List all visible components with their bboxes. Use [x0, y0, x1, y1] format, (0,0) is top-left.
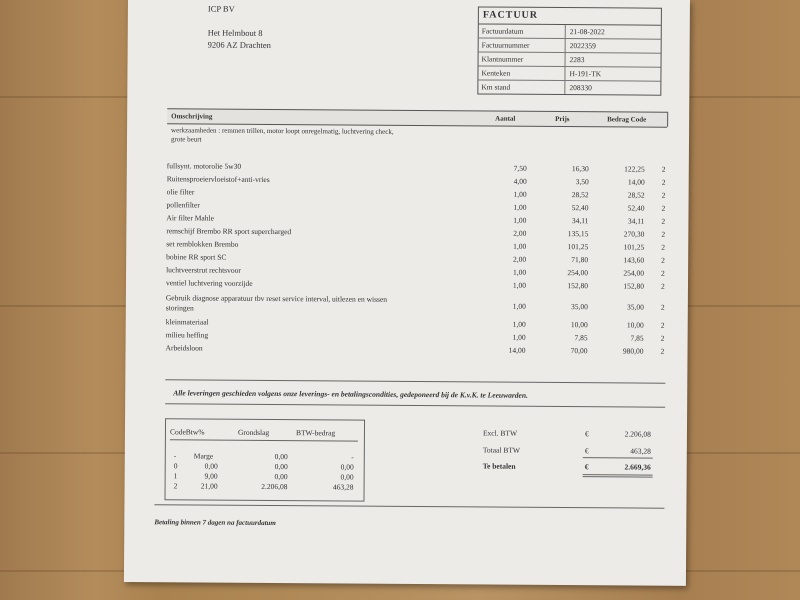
item-price: 10,00: [570, 320, 588, 330]
meta-value: 21-08-2022: [569, 27, 605, 37]
item-description: remschijf Brembo RR sport supercharged: [166, 226, 292, 237]
item-quantity: 1,00: [512, 267, 527, 277]
item-code: 2: [661, 255, 665, 265]
item-quantity: 14,00: [508, 345, 526, 355]
vat-header-base: Grondslag: [237, 427, 270, 437]
work-description-cont: grote beurt: [170, 135, 202, 144]
item-price: 7,85: [574, 333, 588, 343]
list-item: [126, 293, 665, 313]
item-quantity: 7,50: [513, 163, 527, 173]
item-amount: 52,40: [627, 203, 645, 213]
vat-pct: 0,00: [204, 461, 218, 471]
item-amount: 122,25: [624, 164, 645, 174]
item-quantity: 2,00: [513, 254, 527, 264]
item-code: 2: [661, 268, 665, 278]
divider: [154, 504, 664, 509]
total-value: 463,28: [630, 446, 651, 456]
meta-value: 208330: [569, 83, 592, 93]
item-description: bobine RR sport SC: [166, 252, 227, 262]
header-price: Prijs: [555, 114, 570, 124]
vat-base: 0,00: [274, 452, 288, 462]
vat-base: 2.206,08: [261, 481, 288, 492]
item-price: 254,00: [567, 268, 589, 278]
item-code: 2: [661, 190, 666, 200]
item-description: luchtveerstrut rechtsvoor: [166, 265, 241, 275]
meta-value: 2022359: [569, 41, 596, 51]
company-name: ICP BV: [207, 3, 235, 14]
item-price: 3,50: [575, 177, 589, 187]
header-amount-code: Bedrag Code: [607, 115, 647, 124]
vat-summary-box: [164, 418, 365, 501]
item-quantity: 1,00: [512, 301, 526, 311]
meta-value: 2283: [569, 55, 585, 65]
item-code: 2: [661, 177, 666, 187]
item-price: 28,52: [571, 190, 589, 200]
item-amount: 980,00: [622, 346, 644, 356]
item-quantity: 1,00: [513, 189, 527, 199]
item-quantity: 1,00: [512, 280, 527, 290]
item-description: pollenfilter: [166, 200, 200, 210]
company-city: 9206 AZ Drachten: [207, 39, 271, 50]
currency-symbol: €: [584, 429, 589, 439]
vat-header-tax: BTW-bedrag: [295, 428, 336, 438]
vat-code: -: [173, 451, 177, 461]
item-description: Air filter Mahle: [166, 213, 214, 223]
items-table-header: [167, 108, 667, 127]
vat-tax: -: [351, 452, 354, 462]
meta-label: Km stand: [478, 80, 565, 94]
table-border: [667, 112, 668, 127]
item-code: 2: [660, 320, 665, 330]
item-description: fullsynt. motorolie 5w30: [166, 161, 242, 171]
meta-row: [478, 66, 660, 81]
item-price: 152,80: [567, 281, 589, 291]
item-code: 2: [661, 242, 666, 252]
invoice-meta-box: [477, 6, 662, 95]
item-amount: 143,60: [623, 255, 645, 265]
item-price: 70,00: [570, 346, 588, 356]
item-description: Arbeidsloon: [165, 343, 203, 353]
item-price: 35,00: [570, 302, 588, 312]
invoice-paper: [124, 0, 690, 586]
meta-label: Factuurnummer: [479, 38, 566, 52]
vat-tax: 0,00: [340, 472, 354, 482]
item-quantity: 1,00: [513, 215, 527, 225]
item-code: 2: [661, 216, 666, 226]
item-description: Gebruik diagnose apparatuur tbv reset service interval, uitlezen en wissen: [165, 293, 388, 304]
vat-code: 0: [173, 461, 178, 471]
conditions-note: Alle leveringen geschieden volgens onze leverings- en betalingscondities, gedeponeerd bij de K.v.K. te Leeuwarden.: [173, 388, 528, 400]
item-description: milieu heffing: [165, 330, 209, 340]
item-amount: 254,00: [623, 268, 645, 278]
vat-pct: Marge: [193, 451, 214, 461]
item-quantity: 4,00: [513, 176, 527, 186]
meta-row: [478, 80, 660, 94]
meta-label: Kenteken: [478, 66, 565, 80]
item-price: 71,80: [571, 255, 589, 265]
item-code: 2: [660, 281, 665, 291]
meta-row: [479, 24, 661, 39]
item-description: olie filter: [166, 187, 195, 197]
meta-label: Factuurdatum: [479, 24, 566, 38]
item-code: 2: [660, 346, 665, 356]
vat-code: 2: [173, 481, 178, 491]
work-description: werkzaamheden : remmen trillen, motor loopt onregelmatig, luchtvering check,: [171, 126, 394, 136]
item-code: 2: [661, 203, 666, 213]
item-amount: 152,80: [623, 281, 645, 291]
item-amount: 34,11: [627, 216, 645, 226]
item-description: Ruitensproeiervloeistof+anti-vries: [166, 174, 270, 184]
meta-row: [479, 38, 661, 53]
vat-header-code: CodeBtw%: [169, 427, 205, 437]
total-label: Excl. BTW: [482, 428, 518, 438]
vat-base: 0,00: [274, 462, 288, 472]
invoice-title: FACTUUR: [479, 7, 661, 25]
divider: [165, 403, 665, 407]
item-code: 2: [661, 229, 666, 239]
currency-symbol: €: [584, 462, 589, 472]
item-price: 101,25: [567, 242, 589, 252]
header-description: Omschrijving: [171, 112, 213, 121]
meta-row: [479, 52, 661, 67]
item-amount: 35,00: [626, 302, 644, 312]
item-price: 135,15: [567, 229, 589, 239]
item-code: 2: [660, 333, 665, 343]
item-amount: 270,30: [623, 229, 645, 239]
divider: [165, 379, 665, 383]
total-value: 2.669,36: [624, 462, 651, 472]
total-underline: [583, 476, 653, 477]
total-value: 2.206,08: [624, 429, 651, 439]
total-divider: [583, 457, 653, 458]
meta-label: Klantnummer: [479, 52, 566, 66]
item-code: 2: [660, 302, 665, 312]
item-amount: 10,00: [626, 320, 644, 330]
item-description: kleinmateriaal: [165, 317, 209, 327]
item-description: set remblokken Brembo: [166, 239, 239, 249]
item-amount: 7,85: [630, 333, 644, 343]
header-quantity: Aantal: [495, 114, 516, 123]
item-amount: 101,25: [623, 242, 645, 252]
payment-note: Betaling binnen 7 dagen na factuurdatum: [154, 518, 276, 528]
item-amount: 28,52: [627, 190, 645, 200]
item-amount: 14,00: [627, 177, 645, 187]
total-label: Totaal BTW: [482, 445, 521, 455]
vat-tax: 0,00: [340, 462, 354, 472]
item-price: 34,11: [571, 216, 589, 226]
meta-value: H-191-TK: [569, 69, 602, 79]
item-quantity: 1,00: [513, 202, 527, 212]
vat-pct: 9,00: [204, 471, 218, 481]
item-code: 2: [661, 164, 666, 174]
vat-tax: 463,28: [332, 482, 354, 492]
item-description-cont: storingen: [165, 303, 194, 313]
list-item: [125, 343, 665, 359]
item-price: 52,40: [571, 203, 589, 213]
item-quantity: 1,00: [512, 319, 526, 329]
item-quantity: 2,00: [513, 228, 527, 238]
item-description: ventiel luchtvering voorzijde: [165, 278, 253, 288]
item-quantity: 1,00: [512, 332, 526, 342]
total-label: Te betalen: [482, 461, 516, 471]
vat-divider: [170, 439, 358, 441]
item-price: 16,30: [571, 164, 589, 174]
list-item: [126, 278, 665, 294]
currency-symbol: €: [584, 446, 589, 456]
company-street: Het Helmbout 8: [207, 27, 263, 38]
item-quantity: 1,00: [513, 241, 527, 251]
vat-pct: 21,00: [200, 481, 218, 491]
vat-base: 0,00: [274, 472, 288, 482]
vat-code: 1: [173, 471, 178, 481]
